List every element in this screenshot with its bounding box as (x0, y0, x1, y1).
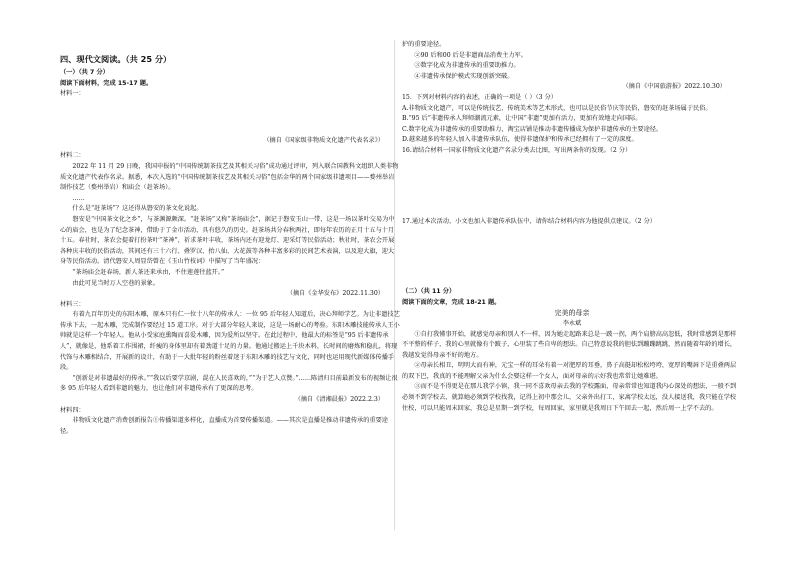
material2-paragraph4: 由此可见当时万人空巷的景象。 (72, 279, 160, 287)
material4-label: 材料四： (60, 406, 85, 414)
question17: 17.通过本次活动，小文也加入非遗传承队伍中，请你结合材料内容为他提供点建议。（2 分） (402, 217, 656, 225)
material1-figure-area (60, 100, 400, 136)
material1-label: 材料一： (60, 90, 85, 98)
right-column (402, 40, 742, 414)
instruction2: 阅读下面的文章，完成 18-21 题。 (402, 298, 501, 306)
story-paragraph2: ②母亲长相丑，明明大而有神，元宝一样的耳朵有着一对肥厚的耳垂，鼻子高挺却松松垮垮，宽厚的嘴唇下是重叠两层的双下巴，我真的不能理解父亲为什么会娶这样一个女人，面对母亲的示好我也常常让她难堪。 (402, 362, 737, 380)
question15-option-d: D.越来越多的年轻人加入非遗传承队伍，使得非遗保护和传承已经拥有了一定的深度。 (402, 136, 638, 144)
story-title: 完美的母亲 (554, 309, 590, 318)
material4-source: （摘自《中国旅游报》2022.10.30） (622, 83, 726, 91)
material2-poem: “茶场庙会赶春场，新人茶还来承由，不住莲莲往蓝开。” (72, 268, 225, 276)
left-column (60, 40, 400, 437)
material3-quote: “创新是对非遗最好的传承。”“我以后要学京剧，混在人民喜欢的，”“为于艺人点赞。”……陈清归目前最新发布的视频让很多 95 后年轻人看到非遗的魅力，也让他们对非遗传承有了更深的思考。 (60, 374, 398, 393)
part1-label: （一）（共 7 分） (60, 69, 109, 76)
story-author: 李永斌 (562, 319, 582, 327)
material2-ellipsis: …… (72, 194, 85, 202)
material2-paragraph3: 磐安是“中国茶文化之乡”，与茶渊源颇深。“赶茶场”又称“茶场庙会”，据记于磐安玉山一带，这是一场以茶叶交易为中心的庙会，也是为了纪念茶神，借助于了金市活动，具有悠久的历史。赶茶场共分春秋两社，即每年农历的正月十五与十月十五。春社时，茶农会提着打扮茶叶“茶神”，祈求茶叶丰收，茶场内还有迎龙灯、迎采灯等民俗活动；秋社时，茶农会开展各种庆丰收的民俗活动，其间还有三十六行、叠罗汉、抬八仙、大花鼓等各种丰富多彩的民间艺术表演，以及迎大旗，迎大身等民俗活动。清代磐安人周显岱曾在《玉山竹枝词》中描写了当年盛况： (60, 215, 395, 266)
material3-label: 材料三： (60, 300, 85, 308)
section-title: 四、现代文阅读。（共 25 分） (60, 54, 172, 64)
question16: 16.请结合材料一国家非物质文化遗产名录分类去比图，写出两条你的发现。（2 分） (402, 146, 632, 154)
material4-continuation: 护的重要途径。 (402, 41, 446, 48)
material1-source: （摘自《国家级非物质文化遗产代表名录》） (263, 136, 384, 144)
part2-label: （二）（共 11 分） (402, 288, 456, 296)
material3-source: （摘自《清湘晨报》2022.2.3） (294, 396, 384, 404)
answer-space-16 (402, 157, 742, 217)
material2-paragraph2: 什么是“赶茶场”？这还得从磐安的茶文化说起。 (72, 205, 203, 213)
question15-option-b: B.“95 后”非遗传承人拜师潮流元素，让中国“非遗”更加有活力，更加有效地走向国际。 (402, 115, 642, 123)
story-paragraph3: ③而不是不得更是在那儿我学小镇，我一同不喜欢母亲去我的学校露面，母亲常常也知道我内心深处的想法，一般不到必须不到学校去，就算她必须到学校找我，记得上初中那会儿，父亲外出打工，家离学校太远，没人接送我，我只能在学校住校，可以只能周末回家，我总是星期一到学校，每周回家，家里就是我周日下午回去一起，然后周一上学不去的。 (402, 383, 737, 412)
material2-source: （摘自《金华发布》2022.11.30） (286, 290, 384, 298)
question15: 15．下列对材料内容的表述，正确的一项是（ ）（3 分） (402, 93, 557, 101)
material4-item2: ②90 后和00 后是非遗商品消费主力军。 (414, 51, 527, 59)
material4-item4: ④非遗传承保护模式实现创新突破。 (414, 72, 514, 80)
material3-paragraph1: 有着九百年历史的东阳木雕，原本只有仁一位十八年的传承人：一位 95 后年轻人知道后，决心拜师学艺。为让非遗技艺传承下去，一起木雕，完成制作要经过 15 道工序。对于大部分年轻人来说，这是一场耐心的考验。东阳木雕技能传承人王小帅就是这样一个年轻人。他从小受家庭熏陶而喜爱木雕，因为爱所以坚守。在此过程中，他最大的标签是“95 后非遗传承人”，就像是，他系着工作围裙，纤瘦的身体里却有着劲道十足的力量。他通过搬运上千块木料，长时间的磨炼和稳扎，将现代饰与木雕相结合，开展新的设计，有助于一大批年轻的粉丝着迷于东阳木雕的技艺与文化，同时也运用现代新媒体传播手段。 (60, 311, 400, 372)
question15-option-c: C.数字化成为非遗传承的重要助推力，淘宝店铺是推动非遗传播成为保护非遗传承的主要途径。 (402, 125, 663, 133)
material4-item3: ③数字化成为非遗传承的重要助推力。 (414, 62, 520, 70)
material4-paragraph1: 非物质文化遗产消费创新报告①传播渠道多样化，直播成为首要传播渠道。——其次是直播是推动非遗传承的重要途径。 (60, 417, 388, 435)
story-paragraph1: ①自打我懂事开始，就感觉母亲和别人不一样，因为她走起路来总是一跛一拐，两个肩膀高高忽低，我时常感到是那样不平整的样子，我的心里就像有个跛子，心里装了些自卑的想法。自己特意说我的胆怯到蹦蹦跳跳，然而随着年龄的增长，我越发觉得母亲不好的地方。 (402, 330, 737, 359)
instruction1: 阅读下面材料，完成 15-17 题。 (60, 79, 153, 87)
material2-label: 材料二： (60, 152, 85, 160)
question15-option-a: A.非物质文化遗产，可以是传统技艺、传统美术等艺术形式，也可以是民俗节庆等民俗，磐安的赶茶场属于民俗。 (402, 104, 712, 112)
answer-space-17 (402, 227, 742, 287)
material2-paragraph1: 2022 年 11 月 29 日晚，我国申报的“中国传统制茶技艺及其相关习俗”成功通过评审，列入联合国教科文组织人类非物质文化遗产代表作名录。据悉，本次入选的“中国传统制茶技艺及其相关习俗”包括金华的两个国家级非遗项目——婺州举岩制作技艺（婺州举岩）和庙会（赶茶场）。 (60, 162, 399, 192)
